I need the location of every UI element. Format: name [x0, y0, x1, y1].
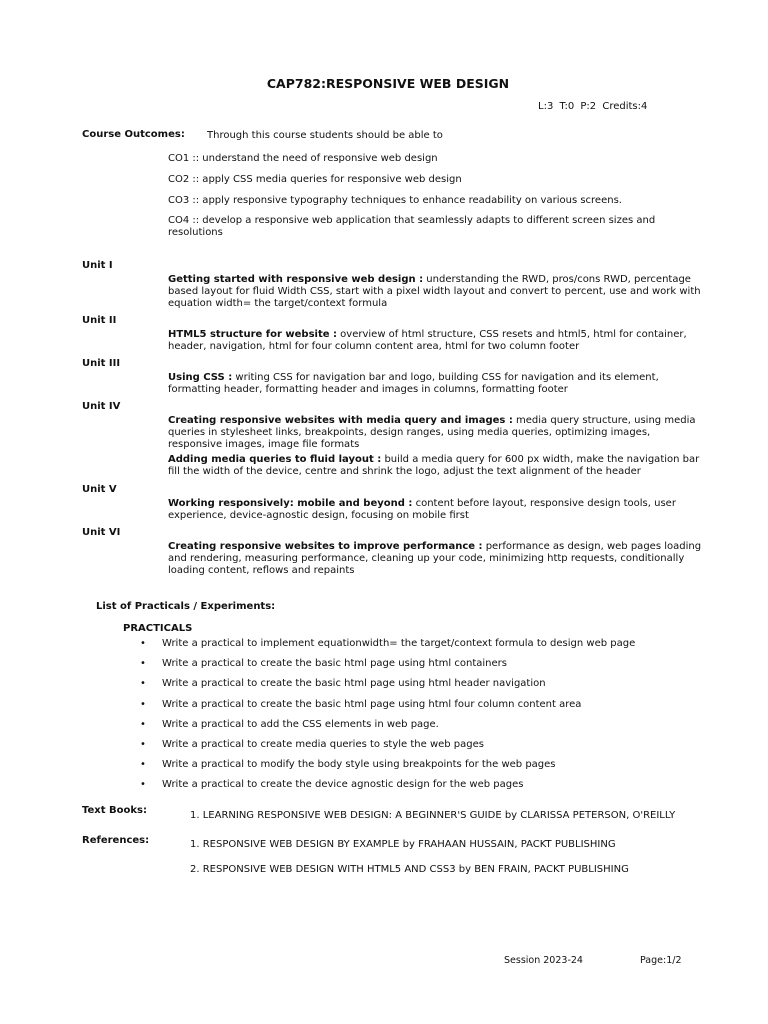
unit-4-heading-b: Adding media queries to fluid layout : [168, 454, 382, 465]
unit-2-text: overview of html structure, CSS resets and html5, html for container, header, navigation, html for four column content area, html for two column footer [168, 329, 687, 352]
practicals-subtitle: PRACTICALS [123, 623, 193, 634]
session-label: Session 2023-24 [504, 955, 583, 966]
references-label: References: [82, 835, 150, 846]
practicals-list [138, 638, 698, 800]
bullet-icon: • [140, 678, 146, 690]
unit-4-text-a: media query structure, using media queries in stylesheet links, breakpoints, design ranges, using media queries, optimizing images, responsive images, image file formats [168, 415, 696, 450]
list-item [138, 719, 698, 739]
unit-4-content-a [168, 415, 702, 451]
list-item [138, 759, 698, 779]
unit-3-label: Unit III [82, 358, 121, 369]
unit-1-heading: Getting started with responsive web design : [168, 274, 424, 285]
unit-2-content [168, 329, 702, 353]
course-outcome-1: CO1 :: understand the need of responsive web design [168, 153, 438, 164]
unit-5-content [168, 498, 702, 522]
practical-text: Write a practical to create the basic html page using html four column content area [162, 698, 582, 710]
page-number: Page:1/2 [640, 955, 682, 966]
list-item [138, 739, 698, 759]
bullet-icon: • [140, 779, 146, 791]
unit-6-label: Unit VI [82, 527, 121, 538]
reference-1: 1. RESPONSIVE WEB DESIGN BY EXAMPLE by FRAHAAN HUSSAIN, PACKT PUBLISHING [190, 839, 616, 850]
course-outcome-3: CO3 :: apply responsive typography techniques to enhance readability on various screens. [168, 195, 622, 206]
practical-text: Write a practical to modify the body style using breakpoints for the web pages [162, 759, 556, 771]
unit-6-content [168, 541, 702, 577]
course-title: CAP782:RESPONSIVE WEB DESIGN [266, 76, 510, 91]
bullet-icon: • [140, 658, 146, 670]
unit-3-text: writing CSS for navigation bar and logo, building CSS for navigation and its element, formatting header, formatting header and images in columns, formatting footer [168, 372, 659, 395]
reference-2: 2. RESPONSIVE WEB DESIGN WITH HTML5 AND CSS3 by BEN FRAIN, PACKT PUBLISHING [190, 864, 629, 875]
unit-6-heading: Creating responsive websites to improve performance : [168, 541, 483, 552]
bullet-icon: • [140, 738, 146, 750]
bullet-icon: • [140, 698, 146, 710]
list-item [138, 678, 698, 698]
list-item [138, 779, 698, 799]
unit-4-heading-a: Creating responsive websites with media query and images : [168, 415, 513, 426]
unit-1-content [168, 274, 702, 310]
practical-text: Write a practical to create the basic html page using html header navigation [162, 678, 546, 690]
practicals-section-title: List of Practicals / Experiments: [96, 601, 276, 612]
unit-2-heading: HTML5 structure for website : [168, 329, 337, 340]
practical-text: Write a practical to add the CSS elements in web page. [162, 718, 439, 730]
unit-1-label: Unit I [82, 260, 113, 271]
unit-3-content [168, 372, 702, 396]
list-item [138, 699, 698, 719]
practical-text: Write a practical to create the device agnostic design for the web pages [162, 779, 524, 791]
course-outcome-2: CO2 :: apply CSS media queries for responsive web design [168, 174, 462, 185]
unit-2-label: Unit II [82, 315, 117, 326]
unit-3-heading: Using CSS : [168, 372, 233, 383]
unit-5-text: content before layout, responsive design tools, user experience, device-agnostic design, focusing on mobile first [168, 498, 676, 521]
course-outcome-4: CO4 :: develop a responsive web application that seamlessly adapts to different screen sizes and resolutions [168, 215, 656, 238]
unit-6-text: performance as design, web pages loading and rendering, measuring performance, cleaning up your code, minimizing http requests, conditionally loading content, reflows and repaints [168, 541, 702, 576]
course-outcomes-intro: Through this course students should be able to [207, 130, 443, 141]
bullet-icon: • [140, 638, 146, 649]
bullet-icon: • [140, 759, 146, 771]
unit-5-heading: Working responsively: mobile and beyond : [168, 498, 413, 509]
practical-text: Write a practical to create the basic html page using html containers [162, 658, 507, 670]
course-credits: L:3 T:0 P:2 Credits:4 [538, 101, 648, 112]
practical-text: Write a practical to implement equationwidth= the target/context formula to design web page [162, 638, 636, 649]
text-book-1: 1. LEARNING RESPONSIVE WEB DESIGN: A BEGINNER'S GUIDE by CLARISSA PETERSON, O'REILLY [190, 810, 676, 821]
practical-text: Write a practical to create media queries to style the web pages [162, 738, 484, 750]
text-books-label: Text Books: [82, 805, 147, 816]
unit-5-label: Unit V [82, 484, 117, 495]
list-item [138, 638, 698, 658]
course-outcomes-label: Course Outcomes: [82, 129, 185, 140]
list-item [138, 658, 698, 678]
unit-4-content-b [168, 454, 702, 478]
bullet-icon: • [140, 718, 146, 730]
unit-1-text: understanding the RWD, pros/cons RWD, percentage based layout for fluid Width CSS, start with a pixel width layout and convert to percent, use and work with equation width= the target/context formula [168, 274, 701, 309]
unit-4-text-b: build a media query for 600 px width, make the navigation bar fill the width of the device, centre and shrink the logo, adjust the text alignment of the header [168, 454, 700, 477]
unit-4-label: Unit IV [82, 401, 121, 412]
